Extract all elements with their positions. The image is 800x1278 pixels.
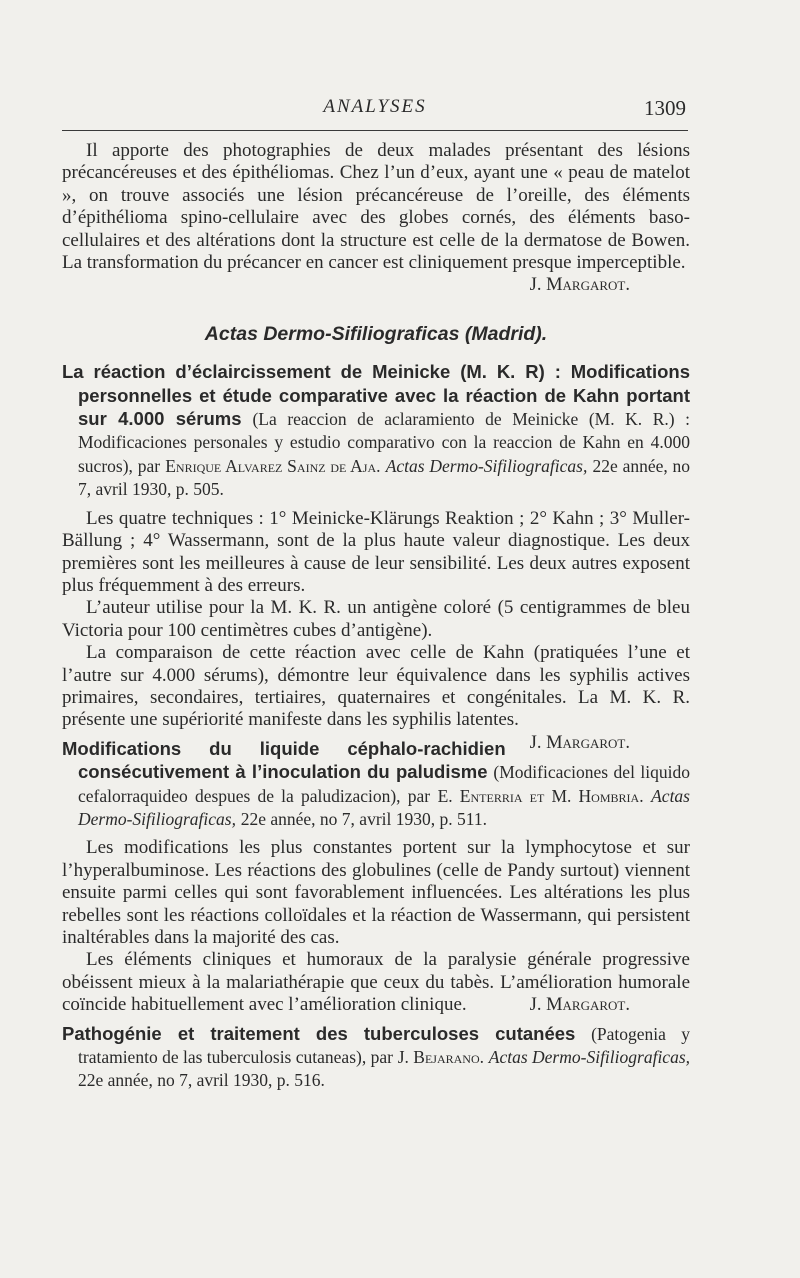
article-3-entry (62, 1023, 690, 1093)
running-header (62, 94, 688, 124)
body-text (62, 140, 690, 1093)
article-1-paragraph-3 (62, 642, 690, 753)
article-3-ref-tail: 22e année, no 7, avril 1930, p. 516. (78, 1070, 325, 1091)
article-2-authors: E. Enterria et M. Hombria. (437, 785, 644, 806)
article-1-paragraph-2: L’auteur utilise pour la M. K. R. un antigène coloré (5 centigrammes de bleu Victoria pour 100 centimètres cubes d’antigène). (62, 597, 690, 641)
intro-paragraph: Il apporte des photographies de deux malades présentant des lésions précancéreuses et des épithéliomas. Chez l’un d’eux, ayant une « peau de matelot », on trouve associés une lésion précancéreuse de l’oreille, des éléments d’épithélioma spino-cellulaire avec des globes cornés, des éléments baso-cellulaires et des altérations dont la structure est celle de la dermatose de Bowen. La transformation du précancer en cancer est cliniquement presque imperceptible. (62, 140, 690, 274)
article-3-journal: Actas Dermo-Sifiliograficas, (488, 1047, 691, 1068)
article-2-signature: J. Margarot. (529, 995, 630, 1016)
article-2-ref: (Modificaciones del liquido cefalorraquideo despues de la paludizacion), par (78, 762, 691, 806)
article-1-ref: (La reaccion de aclaramiento de Meinicke (M. K. R.) : Modificaciones personales y estudio comparativo con la reaccion de Kahn en 4.000 sucros), par (78, 409, 691, 476)
journal-heading: Actas Dermo-Sifiliograficas (Madrid). (204, 322, 548, 345)
article-3-authors: J. Bejarano. (397, 1047, 484, 1068)
article-1-signature: J. Margarot. (529, 732, 630, 753)
article-1-entry (62, 361, 690, 501)
article-2-journal: Actas Dermo-Sifiliograficas, (78, 785, 690, 829)
article-2-paragraph-2 (62, 949, 690, 1016)
page-number: 1309 (644, 96, 686, 120)
running-title: ANALYSES (323, 96, 427, 117)
article-2-paragraph-2-text: Les éléments cliniques et humoraux de la paralysie générale progressive obéissent mieux à la malariathérapie que ceux du tabès. L’amélioration humorale coïncide habituellement avec l’amélioration clinique. (62, 949, 690, 1016)
header-rule (62, 130, 688, 131)
article-1-ref-tail: 22e année, no 7, avril 1930, p. 505. (78, 455, 691, 500)
article-1-paragraph-1: Les quatre techniques : 1° Meinicke-Klärungs Reaktion ; 2° Kahn ; 3° Muller-Bällung ; 4° Wassermann, sont de la plus haute valeur diagnostique. Les deux premières sont les meilleures à cause de leur sensibilité. Les deux autres exposent plus fréquemment à des erreurs. (62, 507, 690, 596)
article-3-ref: (Patogenia y tratamiento de las tuberculosis cutaneas), par (78, 1023, 691, 1068)
intro-signature: J. Margarot. (529, 275, 630, 296)
article-1-paragraph-3-text: La comparaison de cette réaction avec celle de Kahn (pratiquées l’une et l’autre sur 4.000 sérums), démontre leur équivalence dans les syphilis actives primaires, secondaires, tertiaires, quaternaires et congénitales. La M. K. R. présente une supériorité manifeste dans les syphilis latentes. (62, 642, 690, 731)
article-2-title: Modifications du liquide céphalo-rachidien consécutivement à l’inoculation du paludisme (62, 737, 506, 783)
article-1-authors: Enrique Alvarez Sainz de Aja. (165, 455, 381, 476)
article-1-title: La réaction d’éclaircissement de Meinicke (M. K. R) : Modifications personnelles et étude comparative avec la réaction de Kahn portant sur 4.000 sérums (62, 361, 690, 430)
article-3-title: Pathogénie et traitement des tuberculoses cutanées (62, 1022, 576, 1044)
article-2-ref-tail: 22e année, no 7, avril 1930, p. 511. (240, 808, 487, 829)
article-2-paragraph-1: Les modifications les plus constantes portent sur la lymphocytose et sur l’hyperalbuminose. Les réactions des globulines (celle de Pandy surtout) viennent ensuite parmi celles qui sont favorablement influencées. Les altérations les plus rebelles sont les réactions colloïdales et la réaction de Wassermann, qui persistent inaltérables dans la majorité des cas. (62, 837, 690, 948)
article-1-journal: Actas Dermo-Sifiliograficas, (385, 455, 588, 476)
